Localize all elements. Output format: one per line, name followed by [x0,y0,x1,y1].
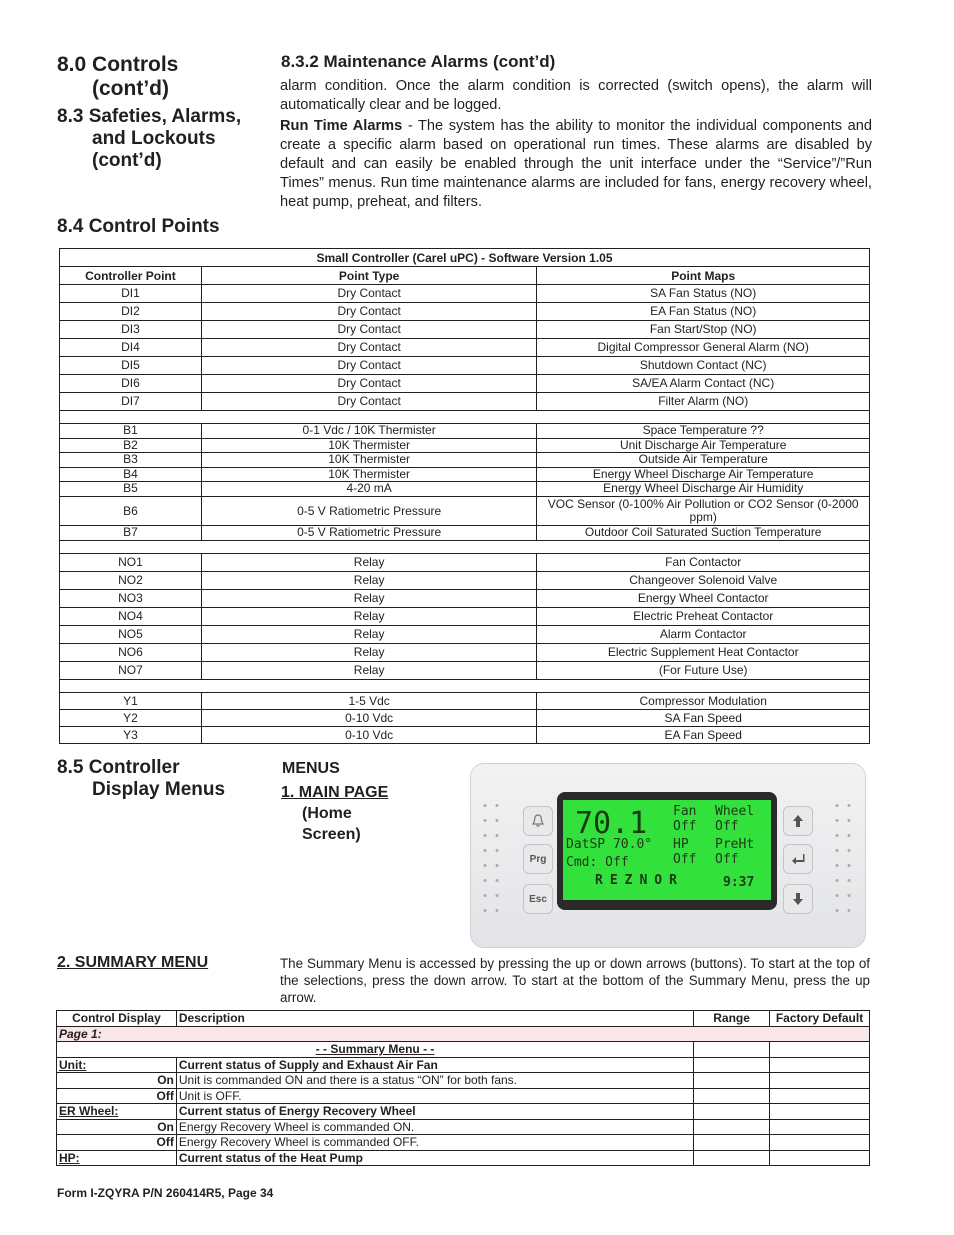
point-map-cell: (For Future Use) [537,661,870,679]
point-type-cell: 10K Thermister [201,453,537,468]
maintenance-para: alarm condition. Once the alarm condition is corrected (switch opens), the alarm will automatically clear and be logged. [280,78,872,113]
sum-header-description: Description [176,1011,693,1027]
group-spacer-row [60,679,870,692]
point-type-cell: Relay [201,661,537,679]
down-arrow-button[interactable] [783,884,813,914]
control-point-row [60,607,870,625]
sum-header-control-display: Control Display [57,1011,177,1027]
sum-page-label: Page 1: [57,1026,870,1042]
controller-point-cell: DI6 [60,375,202,393]
sum-unit-on-desc: Unit is commanded ON and there is a status “ON” for both fans. [176,1073,693,1089]
point-type-cell: Dry Contact [201,303,537,321]
col-header-point-type: Point Type [201,267,537,285]
point-map-cell: Alarm Contactor [537,625,870,643]
controller-point-cell: NO2 [60,571,202,589]
point-type-cell: Dry Contact [201,357,537,375]
lcd-fan-value: Off [673,819,697,834]
point-type-cell: Relay [201,571,537,589]
control-point-row [60,303,870,321]
point-map-cell: EA Fan Status (NO) [537,303,870,321]
lcd-datsp: DatSP 70.0° [566,837,653,852]
control-points-caption: Small Controller (Carel uPC) - Software Version 1.05 [60,249,870,267]
control-point-row [60,661,870,679]
sum-unit-label: Unit: [57,1057,177,1073]
controller-point-cell: NO1 [60,553,202,571]
prg-button[interactable]: Prg [523,844,553,874]
controller-point-cell: B7 [60,525,202,540]
point-type-cell: Dry Contact [201,375,537,393]
controller-point-cell: DI1 [60,285,202,303]
controller-point-cell: Y3 [60,727,202,744]
point-type-cell: 1-5 Vdc [201,692,537,709]
point-map-cell: EA Fan Speed [537,727,870,744]
point-map-cell: Unit Discharge Air Temperature [537,438,870,453]
control-point-row [60,467,870,482]
controller-point-cell: Y1 [60,692,202,709]
controller-point-cell: DI2 [60,303,202,321]
sum-unit-desc: Current status of Supply and Exhaust Air Fan [176,1057,693,1073]
point-map-cell: Energy Wheel Discharge Air Humidity [537,482,870,497]
sum-unit-on: On [57,1073,177,1089]
up-arrow-icon [792,814,804,828]
point-type-cell: Dry Contact [201,393,537,411]
point-type-cell: 10K Thermister [201,467,537,482]
menus-label: MENUS [282,760,340,777]
point-type-cell: 0-10 Vdc [201,727,537,744]
alarm-bell-button[interactable] [523,806,553,836]
control-point-row [60,643,870,661]
point-type-cell: Dry Contact [201,321,537,339]
controller-point-cell: B5 [60,482,202,497]
control-point-row [60,339,870,357]
maintenance-alarms-title: 8.3.2 Maintenance Alarms (cont’d) [281,52,556,71]
display-menus-heading: 8.5 Controller Display Menus [57,757,226,800]
control-point-row [60,393,870,411]
bell-icon [531,814,545,828]
control-point-row [60,453,870,468]
lcd-fan-label: Fan [673,804,697,819]
control-point-row [60,357,870,375]
page-footer: Form I-ZQYRA P/N 260414R5, Page 34 [57,1186,274,1200]
point-map-cell: SA Fan Status (NO) [537,285,870,303]
control-point-row [60,692,870,709]
summary-menu-text: The Summary Menu is accessed by pressing the up or down arrows (buttons). To start at the top of the selections, press the down arrow. To start at the bottom of the Summary Menu, press the up arrow. [280,956,870,1005]
point-map-cell: VOC Sensor (0-100% Air Pollution or CO2 Sensor (0-2000 ppm) [537,496,870,525]
point-map-cell: Energy Wheel Discharge Air Temperature [537,467,870,482]
control-point-row [60,571,870,589]
sum-erw-off: Off [57,1135,177,1151]
point-type-cell: 4-20 mA [201,482,537,497]
control-point-row [60,727,870,744]
group-spacer-row [60,540,870,553]
point-type-cell: Dry Contact [201,285,537,303]
lcd-preht-value: Off [715,852,739,867]
control-point-row [60,482,870,497]
point-map-cell: Fan Contactor [537,553,870,571]
sum-erw-on-desc: Energy Recovery Wheel is commanded ON. [176,1119,693,1135]
point-map-cell: Electric Preheat Contactor [537,607,870,625]
summary-menu-table [56,1010,870,1166]
control-point-row [60,589,870,607]
point-map-cell: Fan Start/Stop (NO) [537,321,870,339]
control-points-table [59,248,870,744]
runtime-alarms-para [280,117,872,212]
controller-point-cell: B2 [60,438,202,453]
point-map-cell: SA Fan Speed [537,709,870,726]
lcd-cmd: Cmd: Off [566,855,629,870]
control-point-row [60,553,870,571]
point-type-cell: 10K Thermister [201,438,537,453]
col-header-point-maps: Point Maps [537,267,870,285]
controller-point-cell: NO4 [60,607,202,625]
control-point-row [60,424,870,439]
point-type-cell: Relay [201,553,537,571]
sum-unit-off-desc: Unit is OFF. [176,1088,693,1104]
sum-erw-desc: Current status of Energy Recovery Wheel [176,1104,693,1120]
point-type-cell: 0-1 Vdc / 10K Thermister [201,424,537,439]
lcd-time: 9:37 [723,875,755,890]
point-type-cell: 0-5 V Ratiometric Pressure [201,525,537,540]
sum-erw-label: ER Wheel: [57,1104,177,1120]
control-point-row [60,321,870,339]
point-type-cell: Relay [201,643,537,661]
safeties-heading: 8.3 Safeties, Alarms, and Lockouts (cont’d) [57,106,242,171]
lcd-wheel-value: Off [715,819,739,834]
runtime-alarms-label: Run Time Alarms [280,118,403,134]
lcd-preht-label: PreHt [715,837,755,852]
control-point-row [60,438,870,453]
lcd-hp-value: Off [673,852,697,867]
lcd-temperature: 70.1 [575,806,648,841]
point-map-cell: Changeover Solenoid Valve [537,571,870,589]
point-map-cell: Energy Wheel Contactor [537,589,870,607]
lcd-wheel-label: Wheel [715,804,755,819]
point-type-cell: Dry Contact [201,339,537,357]
sum-erw-off-desc: Energy Recovery Wheel is commanded OFF. [176,1135,693,1151]
esc-button[interactable]: Esc [523,884,553,914]
controller-display-image [470,763,866,948]
sum-header-range: Range [694,1011,770,1027]
point-map-cell: Compressor Modulation [537,692,870,709]
control-point-row [60,285,870,303]
lcd-hp-label: HP [673,837,689,852]
enter-button[interactable] [783,844,813,874]
point-type-cell: Relay [201,625,537,643]
lcd-bezel [557,792,777,910]
summary-menu-title: 2. SUMMARY MENU [57,954,209,971]
point-map-cell: Electric Supplement Heat Contactor [537,643,870,661]
controller-point-cell: B3 [60,453,202,468]
controller-point-cell: Y2 [60,709,202,726]
control-point-row [60,709,870,726]
controller-point-cell: B6 [60,496,202,525]
point-map-cell: Outdoor Coil Saturated Suction Temperature [537,525,870,540]
control-points-heading: 8.4 Control Points [57,216,220,237]
lcd-screen [563,800,771,900]
speaker-grille-left [479,798,507,918]
sum-erw-on: On [57,1119,177,1135]
control-point-row [60,625,870,643]
controller-point-cell: NO7 [60,661,202,679]
sum-menu-title: - - Summary Menu - - [57,1042,694,1058]
controller-point-cell: DI4 [60,339,202,357]
control-point-row [60,375,870,393]
point-type-cell: Relay [201,607,537,625]
point-type-cell: Relay [201,589,537,607]
main-page-label: 1. MAIN PAGE (Home Screen) [281,784,389,843]
sum-header-factory-default: Factory Default [770,1011,870,1027]
up-arrow-button[interactable] [783,806,813,836]
enter-icon [791,853,805,865]
point-type-cell: 0-5 V Ratiometric Pressure [201,496,537,525]
point-map-cell: Filter Alarm (NO) [537,393,870,411]
point-map-cell: Outside Air Temperature [537,453,870,468]
down-arrow-icon [792,892,804,906]
lcd-brand: REZNOR [595,873,684,888]
sum-hp-desc: Current status of the Heat Pump [176,1150,693,1166]
point-map-cell: Space Temperature ?? [537,424,870,439]
point-map-cell: Shutdown Contact (NC) [537,357,870,375]
sum-unit-off: Off [57,1088,177,1104]
controls-heading: 8.0 Controls (cont’d) [57,53,179,100]
controller-point-cell: B4 [60,467,202,482]
control-point-row [60,525,870,540]
point-type-cell: 0-10 Vdc [201,709,537,726]
speaker-grille-right [831,798,859,918]
point-map-cell: SA/EA Alarm Contact (NC) [537,375,870,393]
control-point-row [60,496,870,525]
controller-point-cell: NO5 [60,625,202,643]
controller-point-cell: DI7 [60,393,202,411]
runtime-alarms-text: - The system has the ability to monitor the individual components and create a specific alarm based on operational run times. These alarms are disabled by default and can easily be enabled through the unit interface under the “Service”/”Run Times” menus. Run time maintenance alarms are included for fans, energy recovery wheel, heat pump, preheat, and filters. [280,118,872,210]
controller-point-cell: NO3 [60,589,202,607]
col-header-controller-point: Controller Point [60,267,202,285]
controller-point-cell: DI5 [60,357,202,375]
sum-hp-label: HP: [57,1150,177,1166]
group-spacer-row [60,411,870,424]
point-map-cell: Digital Compressor General Alarm (NO) [537,339,870,357]
controller-point-cell: NO6 [60,643,202,661]
controller-point-cell: B1 [60,424,202,439]
controller-point-cell: DI3 [60,321,202,339]
